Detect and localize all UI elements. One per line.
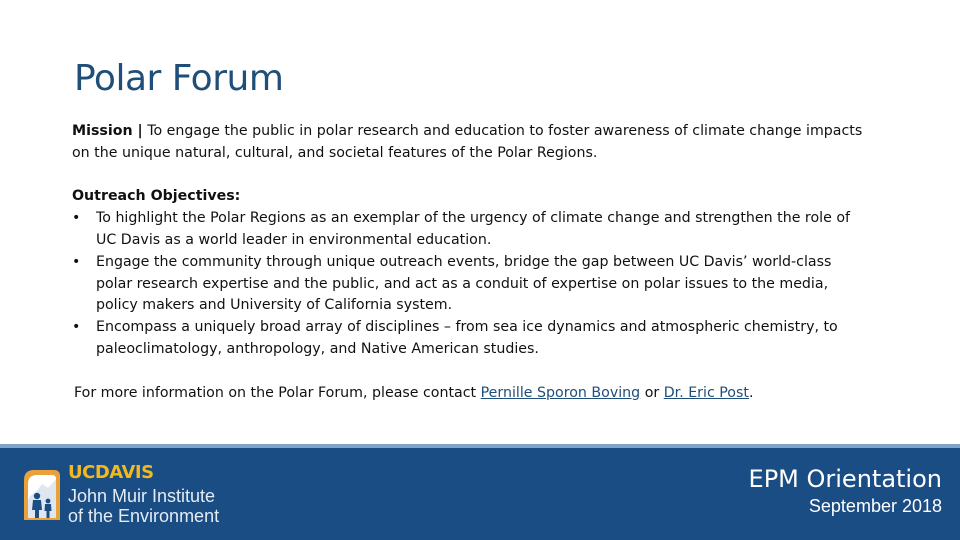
contact-link-boving[interactable]: Pernille Sporon Boving (480, 384, 641, 401)
contact-link-post[interactable]: Dr. Eric Post (663, 384, 749, 401)
contact-line (72, 383, 872, 405)
objective-text: To highlight the Polar Regions as an exemplar of the urgency of climate change and strengthen the role of UC Davis as a world leader in environmental education. (96, 210, 850, 248)
presentation-title: EPM Orientation (748, 465, 942, 493)
mission-text: To engage the public in polar research and education to foster awareness of climate change impacts on the unique natural, cultural, and societal features of the Polar Regions. (72, 123, 863, 161)
ucdavis-wordmark: UCDAVIS (68, 462, 154, 483)
contact-prefix: For more information on the Polar Forum, please contact (74, 384, 481, 401)
mission-label: Mission | (72, 123, 143, 139)
bullet-icon: • (72, 210, 81, 227)
bullet-icon: • (72, 319, 81, 336)
list-item (72, 208, 872, 252)
john-muir-silhouette-icon (20, 466, 62, 522)
logo-line-environment: of the Environment (68, 506, 220, 526)
contact-suffix: . (748, 384, 754, 401)
footer-divider (0, 444, 960, 448)
jmie-logo (20, 462, 240, 526)
objective-text: Engage the community through unique outreach events, bridge the gap between UC Davis’ world-class polar research expertise and the public, and act as a conduit of expertise on polar issues to the media, policy makers and University of California system. (96, 253, 832, 314)
logo-line-institute: John Muir Institute (68, 486, 216, 506)
objectives-list (72, 208, 872, 361)
mission-statement (72, 121, 872, 165)
list-item (72, 317, 872, 361)
objectives-heading: Outreach Objectives: (72, 188, 241, 205)
objective-text: Encompass a uniquely broad array of disciplines – from sea ice dynamics and atmospheric chemistry, to paleoclimatology, anthropology, and Native American studies. (96, 319, 838, 357)
presentation-date: September 2018 (808, 496, 942, 516)
list-item (72, 252, 872, 317)
contact-middle: or (640, 384, 664, 401)
slide-body (72, 121, 872, 404)
bullet-icon: • (72, 253, 81, 270)
slide-title: Polar Forum (74, 58, 284, 99)
